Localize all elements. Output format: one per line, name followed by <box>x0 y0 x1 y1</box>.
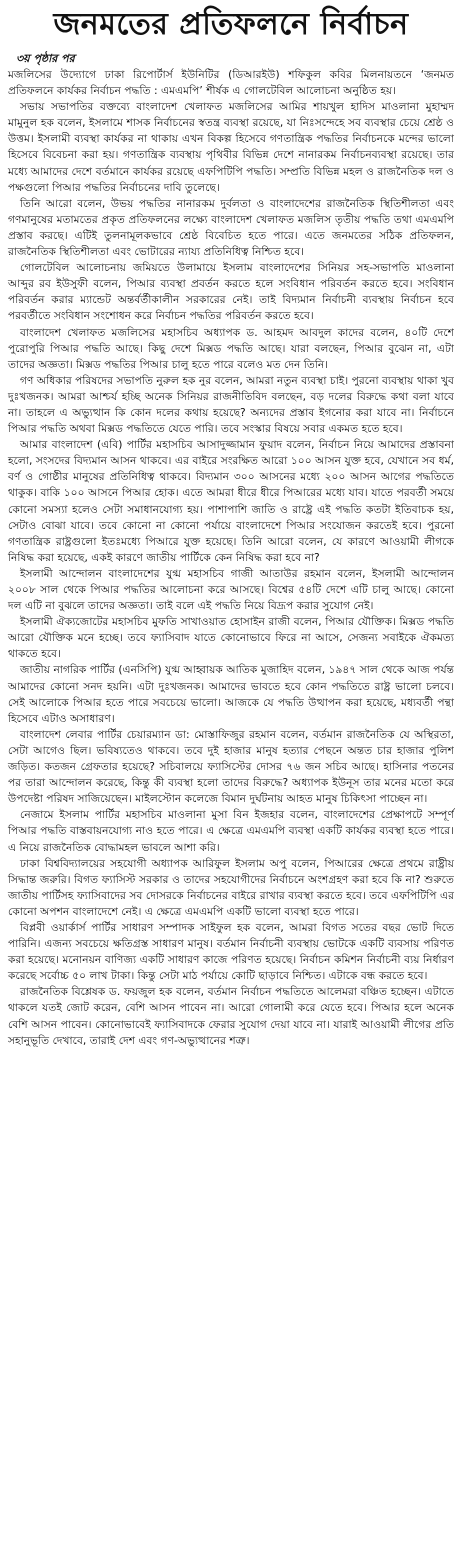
article-paragraph: তিনি আরো বলেন, উভয় পদ্ধতির নানারকম দুর্বলতা ও বাংলাদেশের রাজনৈতিক স্থিতিশীলতা এবং গণমানুষের মতামতের প্রকৃত প্রতিফলনের লক্ষ্যে বাংলাদেশ খেলাফত মজলিস তৃতীয় পদ্ধতি তথা এমএমপি প্রস্তাব করছে। এটিই তুলনামূলকভাবে শ্রেষ্ঠ বিবেচিত হতে পারে। এতে জনমতের সঠিক প্রতিফলন, রাজনৈতিক স্থিতিশীলতা এবং ভোটারের ন্যায্য প্রতিনিধিত্ব নিশ্চিত হবে। <box>8 196 454 259</box>
article-paragraph: আমার বাংলাদেশ (এবি) পার্টির মহাসচিব আসাদুজ্জামান ফুয়াদ বলেন, নির্বাচন নিয়ে আমাদের প্রস্তাবনা হলো, সংসদের বিদ্যমান আসন থাকবে। এর বাইরে সংরক্ষিত আরো ১০০ আসন যুক্ত হবে, যেখানে সব ধর্ম, বর্ণ ও গোষ্ঠীর মানুষের প্রতিনিধিত্ব থাকবে। বিদ্যমান ৩০০ আসনের মধ্যে ২০০ আসন আগের পদ্ধতিতে থাকুক। বাকি ১০০ আসনে পিআর হোক। এতে আমরা ধীরে ধীরে পিআরের মধ্যে যাব। যাতে পরবর্তী সময়ে কোনো সমস্যা হলেও সেটা সমাধানযোগ্য হয়। পাশাপাশি জাতি ও রাষ্ট্রে এই পদ্ধতি কতটা ইতিবাচক হয়, সেটাও বোঝা যাবে। তবে কোনো না কোনো পর্যায়ে বাংলাদেশে পিআর সংযোজন করতেই হবে। পুরনো গণতান্ত্রিক রাষ্ট্রগুলো ইতঃমধ্যে পিআরে যুক্ত হয়েছে। তিনি আরো বলেন, যে কারণে আওয়ামী লীগকে নিষিদ্ধ করা হয়েছে, একই কারণে জাতীয় পার্টিকে কেন নিষিদ্ধ করা হবে না? <box>8 438 454 564</box>
article-body <box>8 67 454 1049</box>
article-paragraph: গোলটেবিল আলোচনায় জমিয়তে উলামায়ে ইসলাম বাংলাদেশের সিনিয়র সহ-সভাপতি মাওলানা আব্দুর রব ইউসুফী বলেন, পিআর ব্যবস্থা প্রবর্তন করতে হলে সংবিধান পরিবর্তন করতে হবে। সংবিধান পরিবর্তন করার ম্যান্ডেট অন্তর্বর্তীকালীন সরকারের নেই। তাই বিদ্যমান নির্বাচনী ব্যবস্থায় নির্বাচন হবে পরবর্তীতে সংবিধান সংশোধন করে নির্বাচন পদ্ধতির পরিবর্তন করতে হবে। <box>8 261 454 323</box>
continued-from-label: ৩য় পৃষ্ঠার পর <box>16 52 75 65</box>
article-paragraph: জাতীয় নাগরিক পার্টির (এনসিপি) যুগ্ম আহ্বায়ক আতিক মুজাহিদ বলেন, ১৯৪৭ সাল থেকে আজ পর্যন্ত আমাদের কোনো সনদ হয়নি। এটা দুঃখজনক। আমাদের ভাবতে হবে কোন পদ্ধতিতে রাষ্ট্র ভালো চলবে। সেই আলোকে পিআর হতে পারে সবচেয়ে ভালো। আজকে যে পদ্ধতি উত্থাপন করা হয়েছে, মধ্যবর্তী পন্থা হিসেবে এটাও অসাধারণ। <box>8 663 454 725</box>
article-paragraph: ঢাকা বিশ্ববিদ্যালয়ের সহযোগী অধ্যাপক আরিফুল ইসলাম অপু বলেন, পিআরের ক্ষেত্রে প্রথমে রাষ্ট্রীয় সিদ্ধান্ত জরুরি। বিগত ফ্যাসিস্ট সরকার ও তাদের সহযোগীদের নির্বাচনে অংশগ্রহণ করা হবে কি না? শুরুতে জাতীয় পার্টিসহ ফ্যাসিবাদের সব দোসরকে নির্বাচনের বাইরে রাখার ব্যবস্থা করতে হবে। তবে এফপিটিপি এর কোনো অপশন বাংলাদেশে নেই। এ ক্ষেত্রে এমএমপি একটি ভালো ব্যবস্থা হতে পারে। <box>8 856 454 918</box>
article-paragraph: বিপ্লবী ওয়ার্কার্স পার্টির সাধারণ সম্পাদক সাইফুল হক বলেন, আমরা বিগত সতের বছর ভোট দিতে পারিনি। এজন্য সবচেয়ে ক্ষতিগ্রস্ত সাধারণ মানুষ। বর্তমান নির্বাচনী ব্যবস্থায় ভোটকে একটি ব্যবসায় পরিণত করা হয়েছে। মনোনয়ন বাণিজ্য একটি সাধারণ কাজে পরিণত হয়েছে। নির্বাচন কমিশন নির্বাচনী ব্যয় নির্ধারণ করেছে সর্বোচ্চ ৫০ লাখ টাকা। কিন্তু সেটা মাঠ পর্যায়ে কোটি ছাড়াবে নিশ্চিত। এটাকে বন্ধ করতে হবে। <box>8 920 454 983</box>
article-paragraph: নেজামে ইসলাম পার্টির মহাসচিব মাওলানা মুসা বিন ইজহার বলেন, বাংলাদেশের প্রেক্ষাপটে সম্পূর্ণ পিআর পদ্ধতি বাস্তবায়নযোগ্য নাও হতে পারে। এ ক্ষেত্রে এমএমপি ব্যবস্থা একটি কার্যকর ব্যবস্থা হতে পারে। এ নিয়ে রাজনৈতিক বোদ্ধামহল ভাবলে আশা করি। <box>8 808 454 854</box>
article-paragraph: বাংলাদেশ খেলাফত মজলিসের মহাসচিব অধ্যাপক ড. আহমদ আবদুল কাদের বলেন, ৪০টি দেশে পুরোপুরি পিআর পদ্ধতি আছে। কিছু দেশে মিক্সড পদ্ধতি আছে। যারা বলছেন, পিআর বুঝেন না, এটা তাদের অজ্ঞতা। মিক্সড পদ্ধতির পিআর চালু হতে পারে বলেও মত দেন তিনি। <box>8 325 454 371</box>
article-paragraph: ইসলামী ঐক্যজোটের মহাসচিব মুফতি সাখাওয়াত হোসাইন রাজী বলেন, পিআর যৌক্তিক। মিক্সড পদ্ধতি আরো যৌক্তিক মনে হচ্ছে। তবে ফ্যাসিবাদ যাতে কোনোভাবে ফিরে না আসে, সেজন্য সবাইকে ঐকমত্য থাকতে হবে। <box>8 615 454 661</box>
article-paragraph: গণ অধিকার পরিষদের সভাপতি নুরুল হক নুর বলেন, আমরা নতুন ব্যবস্থা চাই। পুরনো ব্যবস্থায় থাকা খুব দুঃখজনক। আমরা আশ্চর্য হচ্ছি অনেক সিনিয়র রাজনীতিবিদ বলছেন, বড় দলের বিরুদ্ধে কথা বলা যাবে না। তাহলে এ অভ্যুত্থান কি কোন দলের কথায় হয়েছে? অন্যদের প্রস্তাব ইগনোর করা যাবে না। নির্বাচনে পিআর পদ্ধতি অথবা মিক্সড পদ্ধতিতে যেতে পারি। তবে সংস্কার বিষয়ে সবার একমত হতে হবে। <box>8 373 454 436</box>
article-paragraph: বাংলাদেশ লেবার পার্টির চেয়ারম্যান ডা: মোস্তাফিজুর রহমান বলেন, বর্তমান রাজনৈতিক যে অস্থিরতা, সেটা আগেও ছিল। ভবিষ্যতেও থাকবে। তবে দুই হাজার মানুষ হত্যার পেছনে অন্তত চার হাজার পুলিশ জড়িত। কতজন গ্রেফতার হয়েছে? সচিবালয়ে ফ্যাসিস্টের দোসর ৭৬ জন সচিব আছে। হাসিনার পতনের পর তারা আন্দোলন করেছে, কিন্তু কী ব্যবস্থা হলো তাদের বিরুদ্ধে? অধ্যাপক ইউনূস তার মনের মতো করে উপদেষ্টা পরিষদ সাজিয়েছেন। মাইলস্টোন কলেজে বিমান দুর্ঘটনায় আহত মানুষ চিকিৎসা পাচ্ছেন না। <box>8 727 454 806</box>
headline: জনমতের প্রতিফলনে নির্বাচন <box>53 7 409 42</box>
article-paragraph: মজলিসের উদ্যোগে ঢাকা রিপোর্টার্স ইউনিটির (ডিআরইউ) শফিকুল কবির মিলনায়তনে ‘জনমত প্রতিফলনে কার্যকর নির্বাচন পদ্ধতি : এমএমপি’ শীর্ষক এ গোলটেবিল আলোচনা অনুষ্ঠিত হয়। <box>8 68 454 98</box>
article-paragraph: সভায় সভাপতির বক্তব্যে বাংলাদেশ খেলাফত মজলিসের আমির শায়খুল হাদিস মাওলানা মুহাম্মদ মামুনুল হক বলেন, ইসলামে শাসক নির্বাচনের স্বতন্ত্র ব্যবস্থা রয়েছে, যা নিঃসন্দেহে সব ব্যবস্থার চেয়ে শ্রেষ্ঠ ও উত্তম। ইসলামী ব্যবস্থা কার্যকর না থাকায় এখন বিকল্প হিসেবে গণতান্ত্রিক পদ্ধতির নির্বাচনকে মন্দের ভালো হিসেবে বিবেচনা করা হয়। গণতান্ত্রিক ব্যবস্থায় পৃথিবীর বিভিন্ন দেশে নানারকম নির্বাচনব্যবস্থা রয়েছে। তার মধ্যে আমাদের দেশে বর্তমানে কার্যকর রয়েছে এফপিটিপি পদ্ধতি। সম্প্রতি বিভিন্ন মহল ও রাজনৈতিক দল ও পক্ষগুলো পিআর পদ্ধতির নির্বাচনের দাবি তুলেছে। <box>8 100 454 194</box>
article-paragraph: ইসলামী আন্দোলন বাংলাদেশের যুগ্ম মহাসচিব গাজী আতাউর রহমান বলেন, ইসলামী আন্দোলন ২০০৮ সাল থেকে পিআর পদ্ধতির আলোচনা করে আসছে। বিশ্বের ৫৪টি দেশে এটি চালু আছে। কোনো দল এটি না বুঝলে তাদের অজ্ঞতা। তাই বলে এই পদ্ধতি নিয়ে বিদ্রূপ করার সুযোগ নেই। <box>8 566 454 613</box>
article-paragraph: রাজনৈতিক বিশ্লেষক ড. ফয়জুল হক বলেন, বর্তমান নির্বাচন পদ্ধতিতে আলেমরা বঞ্চিত হচ্ছেন। এটাতে থাকলে যতই জোট করেন, বেশি আসন পাবেন না। আরো গোলামী করে যেতে হবে। পিআর হলে অনেক বেশি আসন পাবেন। কোনোভাবেই ফ্যাসিবাদকে ফেরার সুযোগ দেয়া যাবে না। যারাই আওয়ামী লীগের প্রতি সহানুভূতি দেখাবে, তারাই দেশ এবং গণ-অভ্যুত্থানের শত্রু। <box>8 985 454 1047</box>
